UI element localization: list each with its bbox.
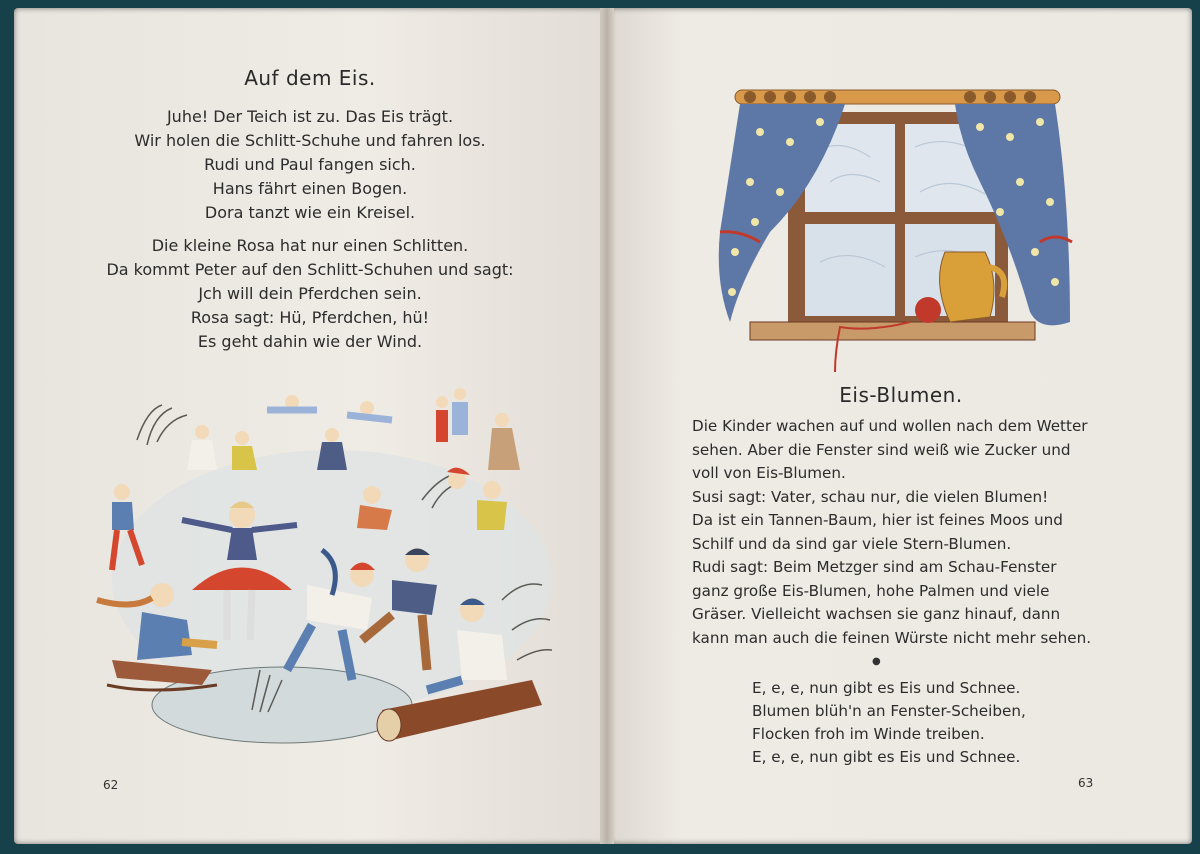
- right-page-number: 63: [1078, 776, 1094, 790]
- poem-line: Hans fährt einen Bogen.: [212, 179, 408, 198]
- left-page-number: 62: [103, 778, 119, 792]
- poem-line: Rosa sagt: Hü, Pferdchen, hü!: [190, 308, 430, 327]
- left-poem-stanza-2: [14, 234, 606, 354]
- poem-line: Wir holen die Schlitt-Schuhe und fahren los.: [134, 131, 486, 150]
- right-page-title: Eis-Blumen.: [839, 383, 963, 407]
- prose-line: Schilf und da sind gar viele Stern-Blumen.: [692, 534, 1012, 553]
- prose-line: sehen. Aber die Fenster sind weiß wie Zucker und: [692, 440, 1071, 459]
- prose-line: ganz große Eis-Blumen, hohe Palmen und viele: [692, 581, 1050, 600]
- poem-line: Juhe! Der Teich ist zu. Das Eis trägt.: [166, 107, 454, 126]
- left-poem-stanza-1: [14, 105, 606, 225]
- left-page-title: Auf dem Eis.: [244, 66, 376, 90]
- verse-line: E, e, e, nun gibt es Eis und Schnee.: [752, 679, 1021, 697]
- verse-line: Flocken froh im Winde treiben.: [752, 725, 985, 743]
- poem-line: Jch will dein Pferdchen sein.: [198, 284, 422, 303]
- verse-line: E, e, e, nun gibt es Eis und Schnee.: [752, 748, 1021, 766]
- verse-line: Blumen blüh'n an Fenster-Scheiben,: [752, 702, 1026, 720]
- separator-dot: ●: [872, 656, 881, 667]
- poem-line: Rudi und Paul fangen sich.: [204, 155, 416, 174]
- prose-line: Die Kinder wachen auf und wollen nach dem Wetter: [692, 417, 1088, 435]
- poem-line: Es geht dahin wie der Wind.: [197, 332, 423, 351]
- prose-line: Gräser. Vielleicht wachsen sie ganz hinauf, dann: [692, 605, 1061, 623]
- prose-line: Rudi sagt: Beim Metzger sind am Schau-Fenster: [692, 558, 1057, 576]
- prose-line: voll von Eis-Blumen.: [692, 464, 846, 482]
- poem-line: Die kleine Rosa hat nur einen Schlitten.: [151, 236, 469, 255]
- prose-line: Da ist ein Tannen-Baum, hier ist feines Moos und: [692, 511, 1063, 529]
- poem-line: Dora tanzt wie ein Kreisel.: [204, 203, 416, 222]
- prose-line: Susi sagt: Vater, schau nur, die vielen Blumen!: [692, 487, 1049, 506]
- children-skating-illustration: [92, 380, 572, 760]
- poem-line: Da kommt Peter auf den Schlitt-Schuhen und sagt:: [106, 260, 514, 279]
- prose-line: kann man auch die feinen Würste nicht mehr sehen.: [692, 628, 1092, 647]
- right-page-prose: [692, 415, 1102, 650]
- right-page-verse: [752, 677, 1082, 769]
- window-with-curtains-illustration: [710, 82, 1080, 378]
